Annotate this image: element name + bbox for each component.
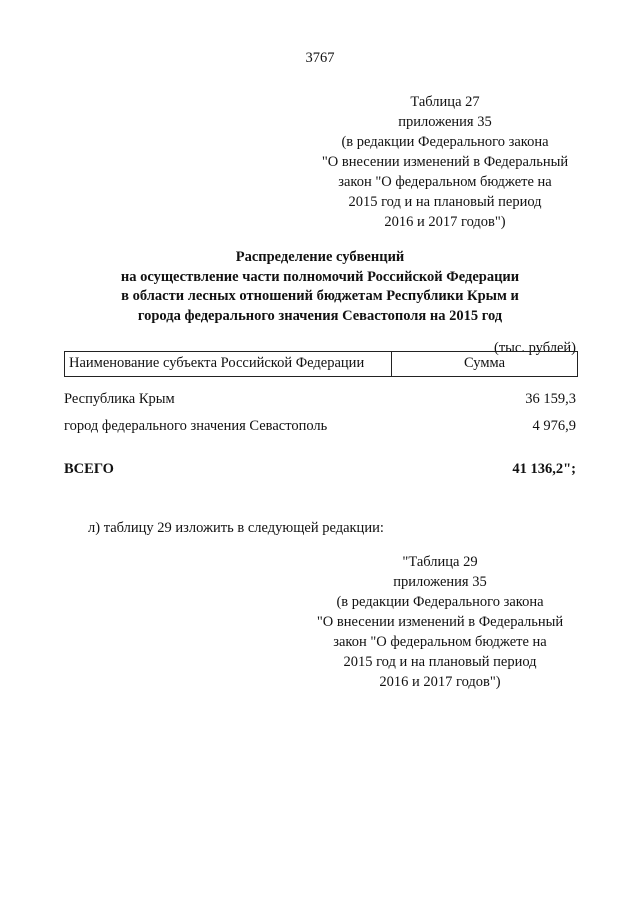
total-label: ВСЕГО xyxy=(64,461,114,477)
reference-line: 2015 год и на плановый период xyxy=(343,654,537,670)
reference-line: "Таблица 29 xyxy=(402,554,478,570)
header-sum-cell: Сумма xyxy=(463,355,506,371)
reference-line: 2016 и 2017 годов") xyxy=(379,674,501,690)
reference-line: Таблица 27 xyxy=(410,94,480,110)
row-name: город федерального значения Севастополь xyxy=(64,418,328,434)
reference-line: "О внесении изменений в Федеральный xyxy=(316,614,564,630)
row-sum: 4 976,9 xyxy=(532,418,576,434)
title-line: на осуществление части полномочий Российской Федерации xyxy=(120,268,520,285)
reference-line: приложения 35 xyxy=(398,114,492,130)
reference-line: приложения 35 xyxy=(393,574,487,590)
table-total-row xyxy=(64,459,576,479)
reference-line: "О внесении изменений в Федеральный xyxy=(321,154,569,170)
reference-line: 2015 год и на плановый период xyxy=(348,194,542,210)
title-line: Распределение субвенций xyxy=(235,249,405,265)
reference-line: закон "О федеральном бюджете на xyxy=(338,174,552,190)
table-row xyxy=(64,389,576,409)
reference-line: 2016 и 2017 годов") xyxy=(384,214,506,230)
amendment-instruction: л) таблицу 29 изложить в следующей редакции: xyxy=(88,520,384,536)
table-header xyxy=(64,351,578,377)
units-label: (тыс. рублей) xyxy=(494,340,576,356)
title-line: в области лесных отношений бюджетам Республики Крым и xyxy=(121,288,519,304)
title-line: города федерального значения Севастополя на 2015 год xyxy=(137,307,503,324)
reference-line: (в редакции Федерального закона xyxy=(341,134,549,150)
table-27-reference xyxy=(300,92,590,232)
header-name-cell: Наименование субъекта Российской Федерации xyxy=(65,352,392,376)
row-sum: 36 159,3 xyxy=(525,391,576,407)
document-title xyxy=(60,248,580,326)
page-number: 3767 xyxy=(305,50,335,66)
reference-line: закон "О федеральном бюджете на xyxy=(333,634,547,650)
table-29-reference xyxy=(300,552,580,692)
total-value: 41 136,2"; xyxy=(512,461,576,477)
reference-line: (в редакции Федерального закона xyxy=(336,594,544,610)
row-name: Республика Крым xyxy=(64,391,175,407)
table-row xyxy=(64,416,576,436)
